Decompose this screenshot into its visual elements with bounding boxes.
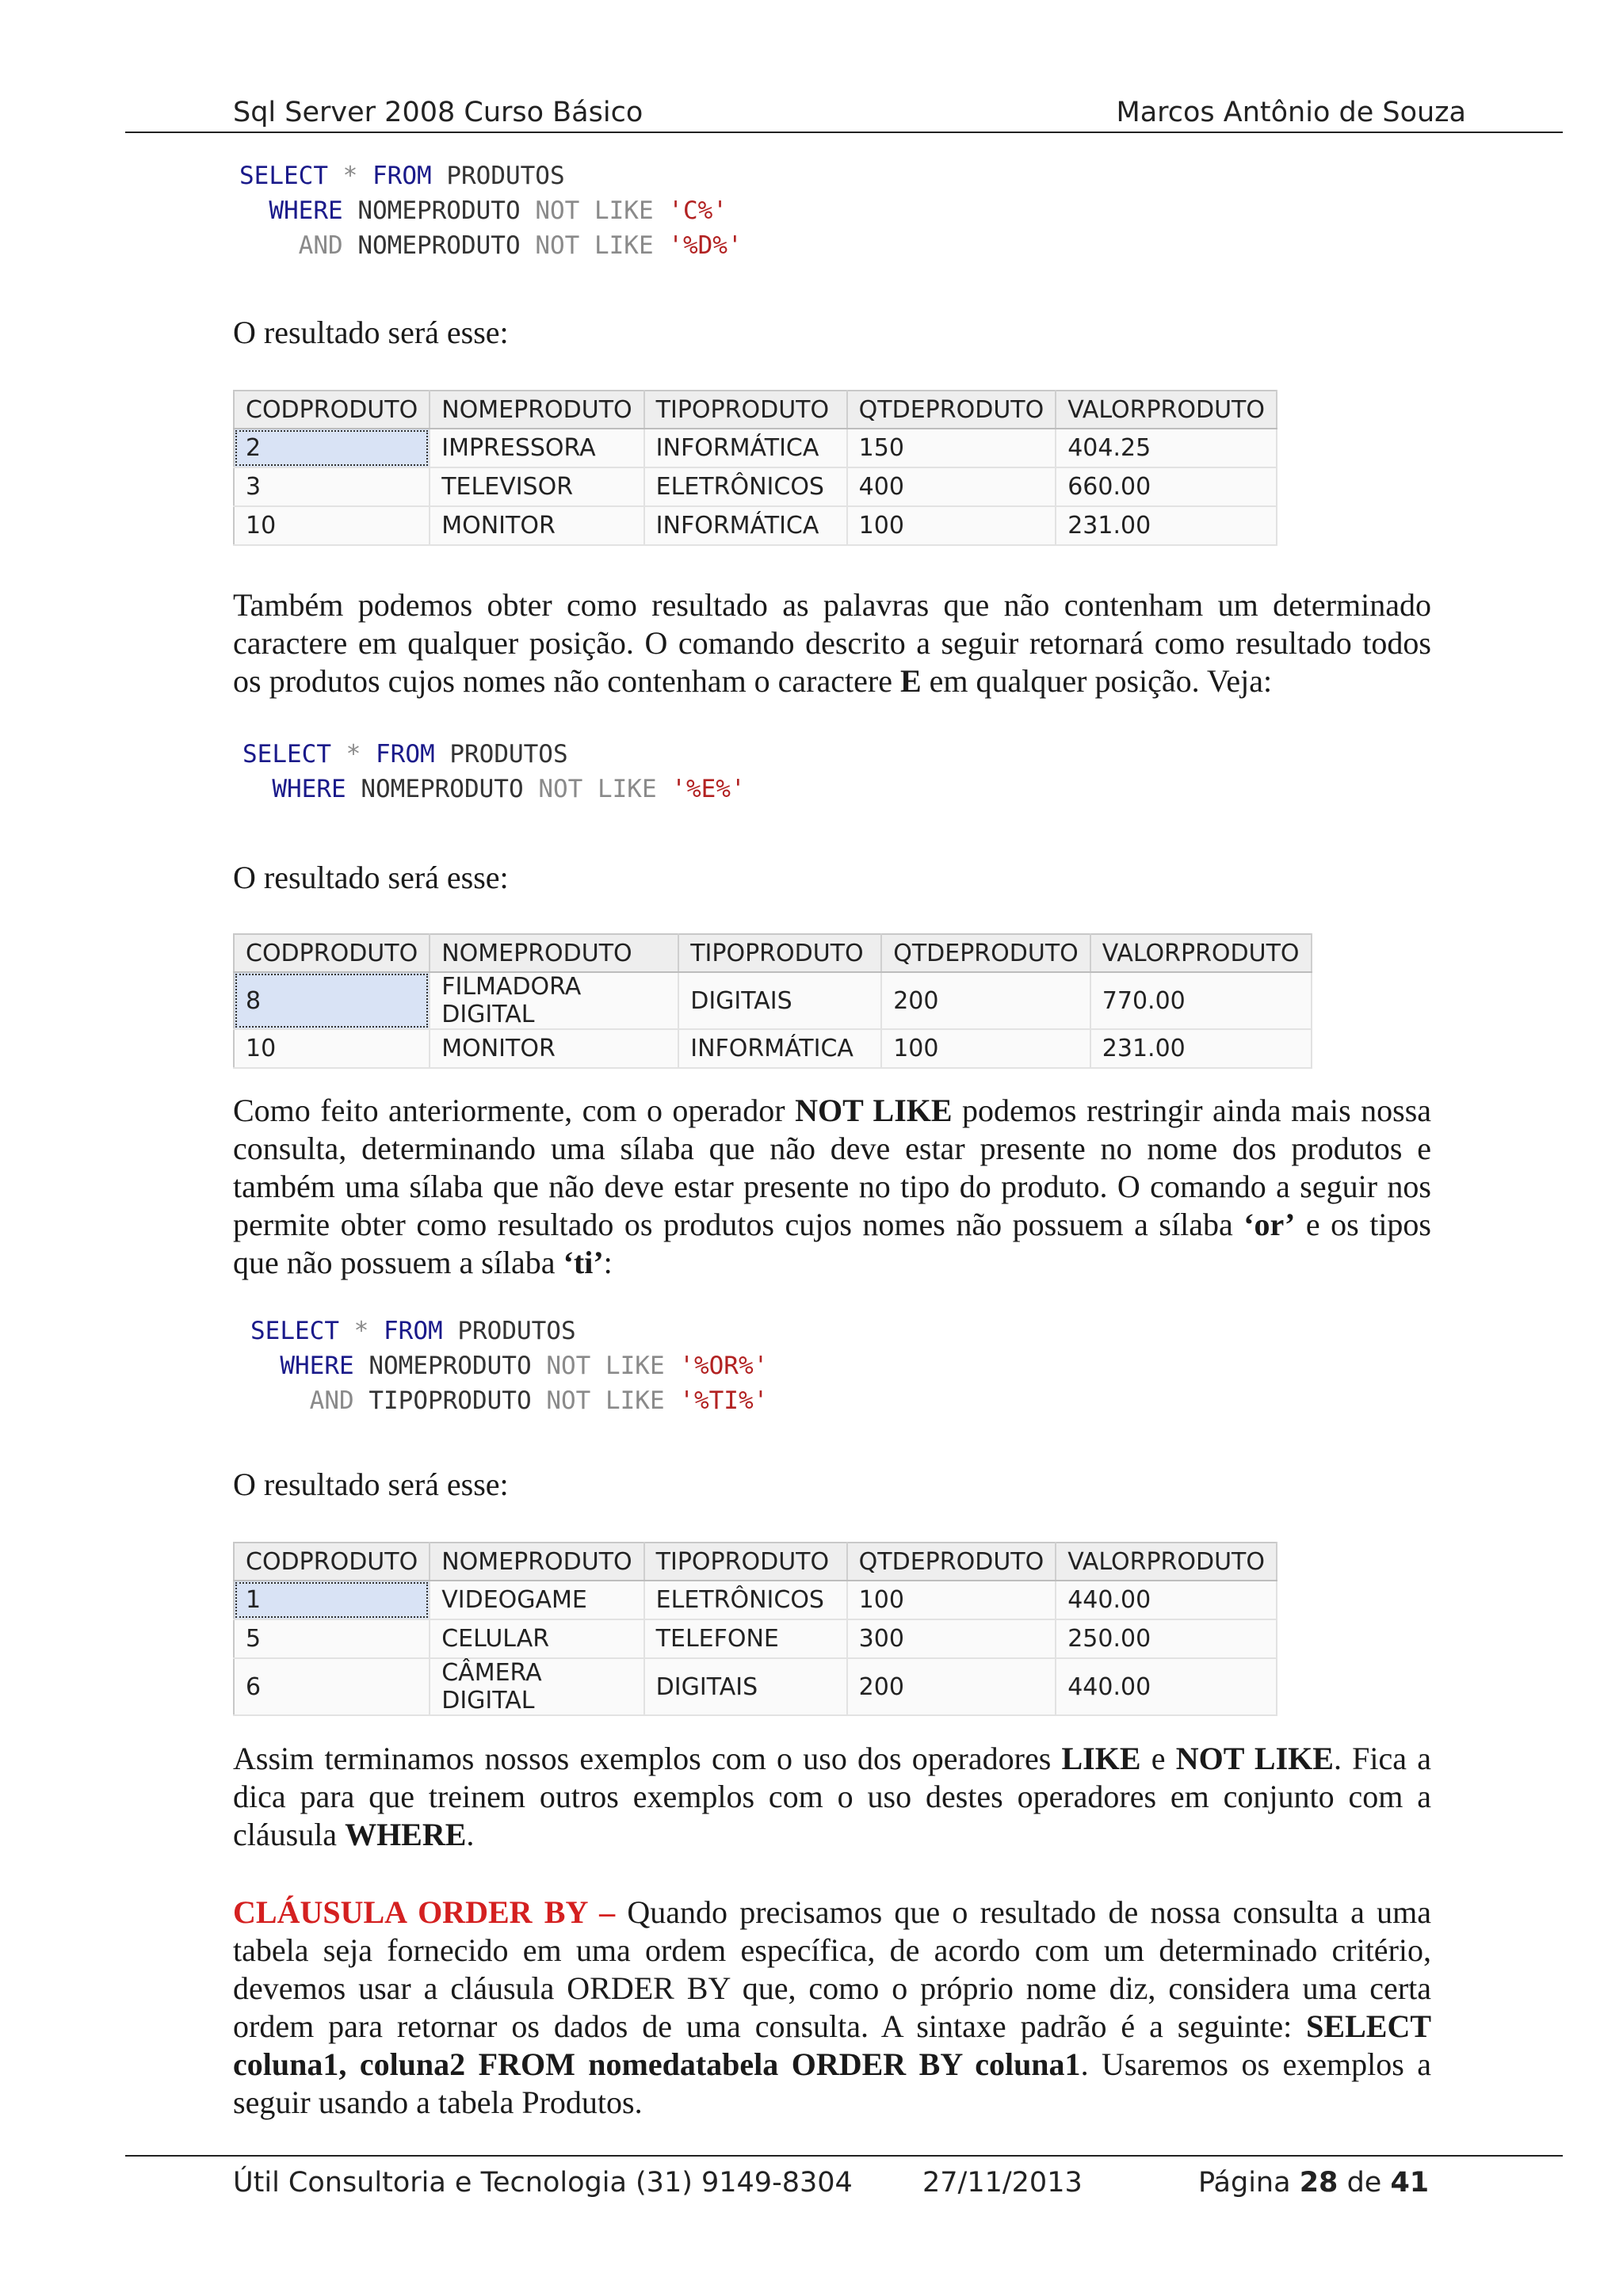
paragraph-bold: NOT LIKE bbox=[1175, 1741, 1334, 1776]
result-table-3 bbox=[233, 1542, 1277, 1716]
footer-date: 27/11/2013 bbox=[922, 2167, 1083, 2199]
table-row[interactable] bbox=[234, 506, 1277, 545]
table-cell[interactable]: 3 bbox=[234, 467, 430, 506]
paragraph-text: e os tipos que não possuem a sílaba bbox=[233, 1207, 1431, 1280]
page-total: 41 bbox=[1390, 2167, 1430, 2199]
paragraph-text: Quando precisamos que o resultado de nossa consulta a uma tabela seja fornecido em uma ordem específica, de acordo com um determinado critério, devemos usar a cláusula ORDER BY que, como o próprio nome diz, considera uma certa ordem para retornar os dados de uma consulta. A sintaxe padrão é a seguinte: bbox=[233, 1894, 1432, 2044]
table-row[interactable] bbox=[234, 1658, 1277, 1715]
column-header[interactable]: TIPOPRODUTO bbox=[644, 1543, 847, 1581]
column-header[interactable]: NOMEPRODUTO bbox=[430, 391, 643, 429]
table-cell[interactable]: TELEVISOR bbox=[430, 467, 643, 506]
table-cell[interactable]: MONITOR bbox=[430, 1029, 678, 1068]
table-cell[interactable]: 770.00 bbox=[1090, 972, 1312, 1029]
sql-operator: * bbox=[346, 740, 361, 769]
table-row[interactable] bbox=[234, 972, 1312, 1029]
section-title: CLÁUSULA ORDER BY – bbox=[233, 1894, 616, 1930]
sql-keyword: SELECT bbox=[250, 1317, 339, 1345]
table-header-row bbox=[234, 934, 1312, 972]
paragraph-bold: ‘ti’ bbox=[563, 1245, 604, 1280]
table-cell[interactable]: VIDEOGAME bbox=[430, 1581, 643, 1619]
table-cell[interactable]: 100 bbox=[847, 1581, 1056, 1619]
paragraph-text: em qualquer posição. Veja: bbox=[929, 663, 1273, 699]
sql-query-2 bbox=[242, 737, 746, 807]
sql-table: PRODUTOS bbox=[449, 740, 568, 769]
table-row[interactable] bbox=[234, 467, 1277, 506]
paragraph-bold: LIKE bbox=[1061, 1741, 1141, 1776]
sql-keyword: SELECT bbox=[242, 740, 331, 769]
sql-operator: NOT LIKE bbox=[546, 1352, 665, 1380]
column-header[interactable]: CODPRODUTO bbox=[234, 391, 430, 429]
page-number: 28 bbox=[1299, 2167, 1338, 2199]
sql-column: NOMEPRODUTO bbox=[361, 775, 524, 803]
paragraph-1 bbox=[233, 586, 1431, 700]
paragraph-bold: ‘or’ bbox=[1243, 1207, 1296, 1242]
table-cell[interactable]: 1 bbox=[234, 1581, 430, 1619]
paragraph-text: . Fica a dica para que treinem outros exemplos com o uso destes operadores em conjunto com a cláusula bbox=[233, 1741, 1432, 1852]
result-label-2: O resultado será esse: bbox=[233, 860, 509, 895]
table-cell[interactable]: 231.00 bbox=[1090, 1029, 1312, 1068]
table-cell[interactable]: 200 bbox=[847, 1658, 1056, 1715]
footer-rule bbox=[125, 2155, 1563, 2157]
paragraph-text: Também podemos obter como resultado as palavras que não contenham um determinado caractere em qualquer posição. O comando descrito a seguir retornará como resultado todos os produtos cujos nomes não contenham o caractere bbox=[233, 587, 1431, 699]
table-cell[interactable]: 300 bbox=[847, 1619, 1056, 1658]
paragraph-text: e bbox=[1151, 1741, 1166, 1776]
table-row[interactable] bbox=[234, 429, 1277, 467]
table-cell[interactable]: 440.00 bbox=[1056, 1581, 1277, 1619]
header-rule bbox=[125, 132, 1563, 133]
sql-operator: * bbox=[353, 1317, 369, 1345]
table-cell[interactable]: 400 bbox=[847, 467, 1056, 506]
sql-keyword: FROM bbox=[376, 740, 435, 769]
table-cell[interactable]: 150 bbox=[847, 429, 1056, 467]
sql-operator: AND bbox=[309, 1386, 354, 1415]
table-cell[interactable]: INFORMÁTICA bbox=[644, 429, 847, 467]
paragraph-3 bbox=[233, 1740, 1431, 1854]
table-cell[interactable]: 250.00 bbox=[1056, 1619, 1277, 1658]
column-header[interactable]: QTDEPRODUTO bbox=[847, 1543, 1056, 1581]
table-cell[interactable]: 5 bbox=[234, 1619, 430, 1658]
sql-operator: * bbox=[342, 162, 358, 190]
paragraph-bold: NOT LIKE bbox=[795, 1093, 953, 1128]
column-header[interactable]: VALORPRODUTO bbox=[1090, 934, 1312, 972]
sql-column: NOMEPRODUTO bbox=[369, 1352, 532, 1380]
sql-operator: NOT LIKE bbox=[546, 1386, 665, 1415]
table-cell[interactable]: 200 bbox=[881, 972, 1090, 1029]
column-header[interactable]: QTDEPRODUTO bbox=[881, 934, 1090, 972]
sql-query-1 bbox=[239, 158, 743, 263]
table-cell[interactable]: ELETRÔNICOS bbox=[644, 467, 847, 506]
paragraph-text: Assim terminamos nossos exemplos com o uso dos operadores bbox=[233, 1741, 1052, 1776]
sql-string: '%E%' bbox=[671, 775, 746, 803]
table-cell[interactable]: FILMADORA DIGITAL bbox=[430, 972, 678, 1029]
table-cell[interactable]: 10 bbox=[234, 1029, 430, 1068]
result-label-1: O resultado será esse: bbox=[233, 315, 509, 350]
result-label-3: O resultado será esse: bbox=[233, 1466, 509, 1502]
table-cell[interactable]: MONITOR bbox=[430, 506, 643, 545]
column-header[interactable]: TIPOPRODUTO bbox=[644, 391, 847, 429]
table-cell[interactable]: 100 bbox=[881, 1029, 1090, 1068]
sql-table: PRODUTOS bbox=[446, 162, 565, 190]
column-header[interactable]: CODPRODUTO bbox=[234, 934, 430, 972]
sql-column: NOMEPRODUTO bbox=[357, 231, 521, 260]
paragraph-text: : bbox=[603, 1245, 613, 1280]
footer-company: Útil Consultoria e Tecnologia (31) 9149-8304 bbox=[233, 2167, 853, 2199]
header-title: Sql Server 2008 Curso Básico bbox=[233, 97, 643, 128]
table-cell[interactable]: 10 bbox=[234, 506, 430, 545]
table-cell[interactable]: DIGITAIS bbox=[678, 972, 881, 1029]
table-cell[interactable]: TELEFONE bbox=[644, 1619, 847, 1658]
table-row[interactable] bbox=[234, 1581, 1277, 1619]
sql-string: '%OR%' bbox=[679, 1352, 769, 1380]
page-header bbox=[125, 0, 1617, 133]
column-header[interactable]: NOMEPRODUTO bbox=[430, 1543, 643, 1581]
sql-keyword: WHERE bbox=[269, 196, 343, 225]
table-cell[interactable]: 231.00 bbox=[1056, 506, 1277, 545]
paragraph-text: . bbox=[466, 1817, 475, 1852]
table-cell[interactable]: INFORMÁTICA bbox=[678, 1029, 881, 1068]
sql-keyword: FROM bbox=[384, 1317, 443, 1345]
sql-string: '%D%' bbox=[668, 231, 743, 260]
sql-keyword: FROM bbox=[372, 162, 432, 190]
page-prefix: Página bbox=[1198, 2167, 1291, 2199]
table-header-row bbox=[234, 1543, 1277, 1581]
sql-keyword: WHERE bbox=[272, 775, 346, 803]
column-header[interactable]: TIPOPRODUTO bbox=[678, 934, 881, 972]
paragraph-bold: SELECT coluna1, coluna2 FROM nomedatabela ORDER BY coluna1 bbox=[233, 2008, 1432, 2082]
table-cell[interactable]: 2 bbox=[234, 429, 430, 467]
sql-operator: AND bbox=[298, 231, 343, 260]
result-table-1 bbox=[233, 390, 1277, 546]
table-row[interactable] bbox=[234, 1029, 1312, 1068]
footer-page bbox=[1198, 2167, 1429, 2199]
column-header[interactable]: VALORPRODUTO bbox=[1056, 391, 1277, 429]
table-cell[interactable]: CELULAR bbox=[430, 1619, 643, 1658]
table-cell[interactable]: ELETRÔNICOS bbox=[644, 1581, 847, 1619]
table-cell[interactable]: 404.25 bbox=[1056, 429, 1277, 467]
sql-operator: NOT LIKE bbox=[535, 196, 654, 225]
column-header[interactable]: VALORPRODUTO bbox=[1056, 1543, 1277, 1581]
table-cell[interactable]: 440.00 bbox=[1056, 1658, 1277, 1715]
sql-column: TIPOPRODUTO bbox=[369, 1386, 532, 1415]
table-cell[interactable]: INFORMÁTICA bbox=[644, 506, 847, 545]
result-table-2 bbox=[233, 933, 1312, 1069]
sql-keyword: WHERE bbox=[280, 1352, 354, 1380]
paragraph-2 bbox=[233, 1092, 1431, 1282]
sql-operator: NOT LIKE bbox=[535, 231, 654, 260]
paragraph-text: podemos restringir ainda mais nossa consulta, determinando uma sílaba que não deve estar presente no nome dos produtos e também uma sílaba que não deve estar presente no tipo do produto. O comando a seguir nos permite obter como resultado os produtos cujos nomes não possuem a sílaba bbox=[233, 1093, 1432, 1242]
sql-string: 'C%' bbox=[668, 196, 727, 225]
column-header[interactable]: QTDEPRODUTO bbox=[847, 391, 1056, 429]
page-of: de bbox=[1346, 2167, 1382, 2199]
table-cell[interactable]: IMPRESSORA bbox=[430, 429, 643, 467]
paragraph-bold: WHERE bbox=[345, 1817, 467, 1852]
table-cell[interactable]: DIGITAIS bbox=[644, 1658, 847, 1715]
table-cell[interactable]: 8 bbox=[234, 972, 430, 1029]
column-header[interactable]: CODPRODUTO bbox=[234, 1543, 430, 1581]
table-cell[interactable]: CÂMERA DIGITAL bbox=[430, 1658, 643, 1715]
sql-operator: NOT LIKE bbox=[538, 775, 657, 803]
paragraph-text: Como feito anteriormente, com o operador bbox=[233, 1093, 785, 1128]
sql-string: '%TI%' bbox=[679, 1386, 769, 1415]
table-cell[interactable]: 100 bbox=[847, 506, 1056, 545]
header-author: Marcos Antônio de Souza bbox=[1116, 97, 1466, 128]
paragraph-order-by bbox=[233, 1894, 1431, 2122]
table-row[interactable] bbox=[234, 1619, 1277, 1658]
table-cell[interactable]: 6 bbox=[234, 1658, 430, 1715]
sql-column: NOMEPRODUTO bbox=[357, 196, 521, 225]
sql-query-3 bbox=[250, 1314, 768, 1418]
table-cell[interactable]: 660.00 bbox=[1056, 467, 1277, 506]
sql-table: PRODUTOS bbox=[457, 1317, 576, 1345]
column-header[interactable]: NOMEPRODUTO bbox=[430, 934, 678, 972]
sql-keyword: SELECT bbox=[239, 162, 328, 190]
paragraph-bold: E bbox=[899, 663, 922, 699]
table-header-row bbox=[234, 391, 1277, 429]
paragraph-text: . Usaremos os exemplos a seguir usando a tabela Produtos. bbox=[233, 2046, 1431, 2120]
